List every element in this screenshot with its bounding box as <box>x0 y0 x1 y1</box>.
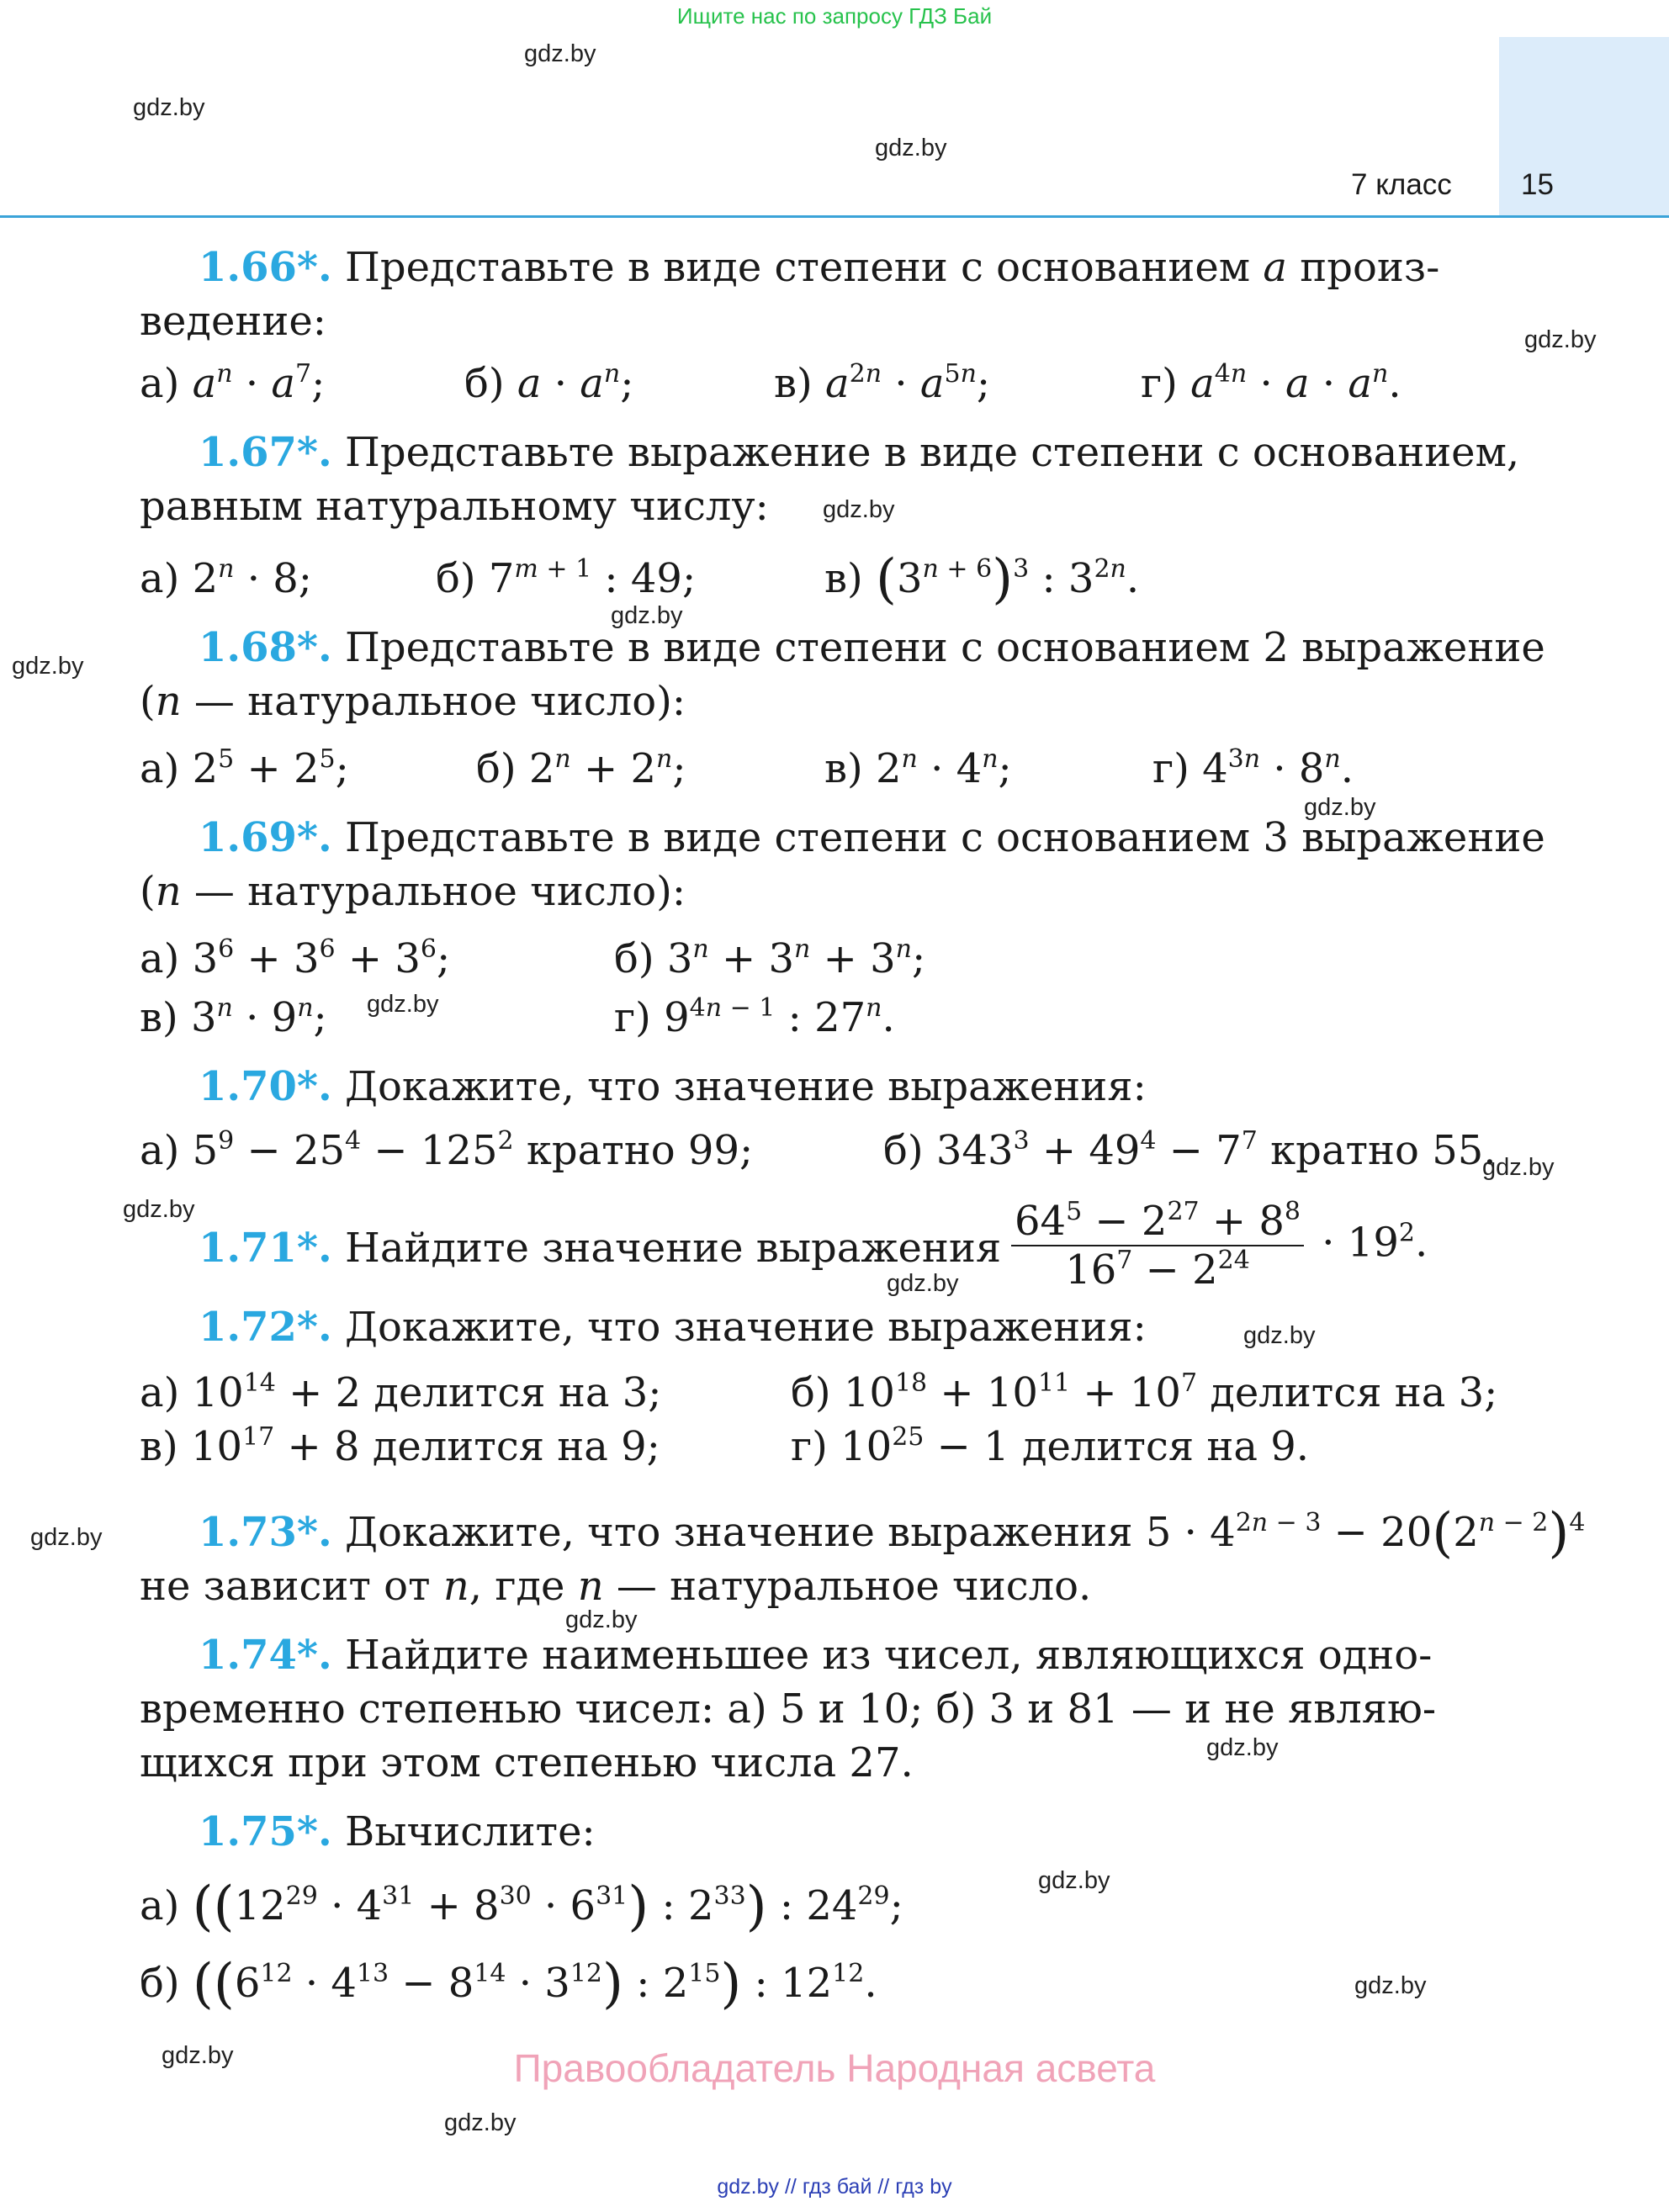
watermark: gdz.by <box>1243 1322 1316 1349</box>
problem-1-73-statement-cont: не зависит от n, где n — натуральное число. <box>140 1563 1092 1610</box>
watermark: gdz.by <box>1206 1734 1279 1761</box>
watermark: gdz.by <box>887 1270 959 1297</box>
problem-1-66-statement: 1.66*. Представьте в виде степени с основанием a произ- <box>199 244 1440 291</box>
watermark: gdz.by <box>875 135 947 161</box>
problem-1-70-item-a: а) $5^9 - 25^4 - 125^2$ кратно 99; <box>140 1126 754 1174</box>
watermark: gdz.by <box>1524 326 1597 353</box>
watermark: gdz.by <box>30 1524 103 1551</box>
problem-1-67-item-a: а) $2^n \cdot 8$; <box>140 554 312 602</box>
problem-1-69-item-b: б) $3^n + 3^n + 3^n$; <box>614 934 926 982</box>
problem-1-71-expression: $\frac{64^5 - 2^{27} + 8^8}{16^7 - 2^{24}}$ · $19^2$. <box>1006 1198 1428 1294</box>
problem-1-75-item-b: б) ($(6^{12} \cdot 4^{13} - 8^{14} \cdot 3^{12})$ : $2^{15}$) : $12^{12}$. <box>140 1953 877 2015</box>
problem-1-72-statement: 1.72*. Докажите, что значение выражения: <box>199 1304 1147 1351</box>
watermark: gdz.by <box>123 1196 195 1223</box>
problem-1-72-item-c: в) $10^{17} + 8$ делится на 9; <box>140 1422 660 1470</box>
copyright-notice: Правообладатель Народная асвета <box>513 2046 1156 2090</box>
problem-1-67-item-c: в) $(3^{n + 6})^3$ : $3^{2n}$. <box>824 548 1140 611</box>
watermark: gdz.by <box>1304 794 1376 821</box>
header-rule <box>0 215 1669 218</box>
problem-1-72-item-a: а) $10^{14} + 2$ делится на 3; <box>140 1368 662 1416</box>
problem-1-69-statement: 1.69*. Представьте в виде степени с основанием 3 выражение <box>199 814 1545 861</box>
problem-1-69-item-a: а) $3^6 + 3^6 + 3^6$; <box>140 934 451 982</box>
problem-1-67-statement: 1.67*. Представьте выражение в виде степени с основанием, <box>199 429 1520 476</box>
problem-1-68-item-d: г) $4^{3n} \cdot 8^n$. <box>1152 744 1354 792</box>
problem-1-71-statement: 1.71*. Найдите значение выражения <box>199 1225 1002 1272</box>
problem-1-69-item-d: г) $9^{4n - 1}$ : 27$^n$. <box>614 993 895 1041</box>
problem-1-72-item-b: б) $10^{18} + 10^{11} + 10^7$ делится на 3; <box>791 1368 1498 1416</box>
top-banner: Ищите нас по запросу ГДЗ Бай <box>676 3 993 29</box>
problem-1-70-statement: 1.70*. Докажите, что значение выражения: <box>199 1063 1147 1110</box>
footer-links[interactable]: gdz.by // гдз бай // гдз by <box>717 2175 952 2199</box>
problem-1-74-statement: 1.74*. Найдите наименьшее из чисел, являющихся одно- <box>199 1632 1433 1679</box>
watermark: gdz.by <box>133 94 205 121</box>
watermark: gdz.by <box>611 602 683 629</box>
watermark: gdz.by <box>524 40 596 67</box>
problem-1-68-statement-cont: (n — натуральное число): <box>140 678 686 725</box>
problem-1-72-item-d: г) $10^{25} - 1$ делится на 9. <box>791 1422 1310 1470</box>
watermark: gdz.by <box>367 991 439 1018</box>
problem-1-68-item-a: а) $2^5 + 2^5$; <box>140 744 349 792</box>
problem-1-66-item-b: б) $a \cdot a^n$; <box>464 359 634 407</box>
problem-1-68-item-b: б) $2^n + 2^n$; <box>476 744 686 792</box>
watermark: gdz.by <box>823 496 895 523</box>
problem-1-69-statement-cont: (n — натуральное число): <box>140 868 686 915</box>
watermark: gdz.by <box>565 1606 638 1633</box>
watermark: gdz.by <box>1038 1867 1110 1894</box>
problem-1-75-item-a: а) ($(12^{29} \cdot 4^{31} + 8^{30} \cdot 6^{31})$ : $2^{33}$) : $24^{29}$; <box>140 1876 903 1938</box>
grade-label: 7 класс <box>1351 168 1452 201</box>
problem-1-73-statement: 1.73*. Докажите, что значение выражения $5 \cdot 4^{2n - 3} - 20(2^{n - 2})^4$ <box>199 1502 1586 1564</box>
watermark: gdz.by <box>1354 1972 1427 1999</box>
problem-1-66-item-a: а) $a^n \cdot a^7$; <box>140 359 326 407</box>
problem-1-70-item-b: б) $343^3 + 49^4 - 7^7$ кратно 55. <box>883 1126 1497 1174</box>
problem-1-74-statement-cont: временно степенью чисел: а) 5 и 10; б) 3 и 81 — и не являю- <box>140 1685 1437 1733</box>
problem-1-66-item-d: г) $a^{4n} \cdot a \cdot a^n$. <box>1141 359 1401 407</box>
watermark: gdz.by <box>12 653 84 680</box>
problem-1-66-statement-cont: ведение: <box>140 298 326 345</box>
problem-1-74-statement-cont2: щихся при этом степенью числа 27. <box>140 1739 914 1786</box>
watermark: gdz.by <box>444 2109 517 2136</box>
problem-1-75-statement: 1.75*. Вычислите: <box>199 1808 596 1855</box>
problem-1-68-statement: 1.68*. Представьте в виде степени с основанием 2 выражение <box>199 624 1545 671</box>
problem-1-66-item-c: в) $a^{2n} \cdot a^{5n}$; <box>774 359 991 407</box>
watermark: gdz.by <box>162 2042 234 2069</box>
problem-1-67-item-b: б) $7^{m + 1}$ : 49; <box>436 554 697 602</box>
page-number: 15 <box>1521 168 1554 201</box>
problem-1-68-item-c: в) $2^n \cdot 4^n$; <box>824 744 1012 792</box>
problem-1-69-item-c: в) $3^n \cdot 9^n$; <box>140 993 327 1041</box>
problem-1-67-statement-cont: равным натуральному числу: <box>140 483 769 530</box>
watermark: gdz.by <box>1482 1154 1555 1181</box>
